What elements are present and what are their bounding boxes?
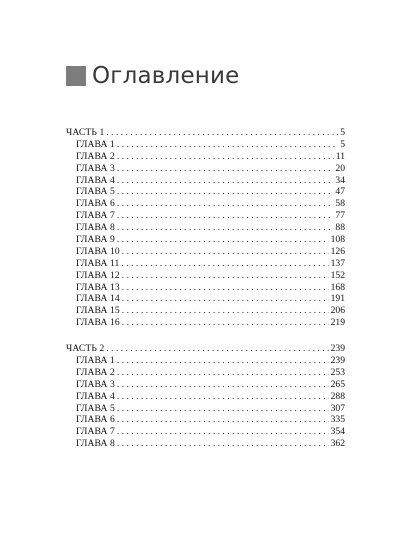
toc-entry-label: ГЛАВА 2 (76, 366, 115, 378)
toc-entry-label: ГЛАВА 15 (76, 305, 120, 317)
toc-entry-page-number: 191 (330, 293, 345, 305)
toc-entry-page-number: 168 (330, 281, 345, 293)
toc-dot-leader (117, 139, 338, 151)
toc-dot-leader (117, 198, 334, 210)
toc-dot-leader (122, 246, 329, 258)
toc-dot-leader (117, 163, 334, 175)
page-title: Оглавление (92, 63, 240, 89)
toc-dot-leader (117, 186, 334, 198)
toc-entry-page-number: 253 (330, 366, 345, 378)
toc-chapter-entry[interactable] (66, 355, 345, 367)
toc-chapter-entry[interactable] (66, 305, 345, 317)
toc-entry-label: ГЛАВА 5 (76, 402, 115, 414)
toc-entry-page-number: 265 (330, 378, 345, 390)
toc-dot-leader (117, 403, 329, 415)
toc-chapter-entry[interactable] (66, 151, 345, 163)
toc-entry-label: ГЛАВА 16 (76, 317, 120, 329)
toc-entry-page-number: 108 (330, 234, 345, 246)
toc-dot-leader (122, 317, 329, 329)
toc-entry-page-number: 20 (335, 162, 345, 174)
toc-entry-page-number: 58 (335, 198, 345, 210)
toc-entry-page-number: 34 (335, 174, 345, 186)
toc-chapter-entry[interactable] (66, 438, 345, 450)
toc-entry-page-number: 239 (330, 343, 345, 355)
toc-chapter-entry[interactable] (66, 367, 345, 379)
toc-dot-leader (117, 367, 329, 379)
toc-dot-leader (122, 305, 329, 317)
toc-chapter-entry[interactable] (66, 293, 345, 305)
toc-entry-label: ГЛАВА 6 (76, 414, 115, 426)
toc-dot-leader (117, 426, 329, 438)
table-of-contents (66, 127, 345, 464)
toc-chapter-entry[interactable] (66, 175, 345, 187)
toc-entry-label: ГЛАВА 6 (76, 198, 115, 210)
toc-dot-leader (117, 414, 329, 426)
toc-entry-page-number: 307 (330, 402, 345, 414)
toc-entry-label: ГЛАВА 5 (76, 186, 115, 198)
toc-entry-label: ГЛАВА 7 (76, 426, 115, 438)
toc-chapter-entry[interactable] (66, 222, 345, 234)
toc-entry-page-number: 288 (330, 390, 345, 402)
toc-entry-label: ГЛАВА 12 (76, 269, 120, 281)
toc-entry-page-number: 47 (335, 186, 345, 198)
toc-dot-leader (121, 258, 328, 270)
toc-entry-page-number: 152 (330, 269, 345, 281)
toc-chapter-entry[interactable] (66, 186, 345, 198)
toc-chapter-entry[interactable] (66, 391, 345, 403)
toc-part-section (66, 127, 345, 329)
toc-chapter-entry[interactable] (66, 379, 345, 391)
toc-entry-page-number: 219 (330, 317, 345, 329)
toc-dot-leader (117, 222, 334, 234)
toc-entry-label: ЧАСТЬ 2 (66, 343, 105, 355)
toc-entry-label: ГЛАВА 7 (76, 210, 115, 222)
toc-chapter-entry[interactable] (66, 317, 345, 329)
toc-entry-label: ГЛАВА 1 (76, 138, 115, 150)
toc-entry-label: ГЛАВА 9 (76, 234, 115, 246)
toc-entry-page-number: 5 (340, 127, 345, 138)
toc-part-entry[interactable] (66, 343, 345, 355)
toc-entry-page-number: 88 (335, 222, 345, 234)
toc-chapter-entry[interactable] (66, 210, 345, 222)
toc-part-section (66, 343, 345, 450)
toc-entry-label: ЧАСТЬ 1 (66, 127, 105, 138)
toc-dot-leader (117, 438, 329, 450)
toc-entry-page-number: 5 (340, 138, 345, 150)
toc-chapter-entry[interactable] (66, 403, 345, 415)
toc-entry-label: ГЛАВА 2 (76, 150, 115, 162)
toc-dot-leader (117, 379, 329, 391)
toc-entry-label: ГЛАВА 1 (76, 355, 115, 367)
toc-entry-page-number: 126 (330, 245, 345, 257)
toc-entry-label: ГЛАВА 10 (76, 245, 120, 257)
toc-dot-leader (122, 282, 329, 294)
toc-chapter-entry[interactable] (66, 426, 345, 438)
toc-dot-leader (106, 127, 338, 139)
toc-entry-page-number: 335 (330, 414, 345, 426)
toc-entry-label: ГЛАВА 8 (76, 438, 115, 450)
toc-entry-label: ГЛАВА 4 (76, 174, 115, 186)
toc-entry-page-number: 362 (330, 438, 345, 450)
toc-chapter-entry[interactable] (66, 414, 345, 426)
toc-entry-page-number: 137 (330, 257, 345, 269)
toc-dot-leader (117, 151, 334, 163)
toc-entry-label: ГЛАВА 8 (76, 222, 115, 234)
toc-chapter-entry[interactable] (66, 139, 345, 151)
toc-entry-page-number: 77 (335, 210, 345, 222)
toc-chapter-entry[interactable] (66, 198, 345, 210)
toc-dot-leader (106, 343, 328, 355)
toc-entry-label: ГЛАВА 13 (76, 281, 120, 293)
toc-entry-page-number: 11 (335, 150, 345, 162)
page-header (66, 62, 240, 90)
toc-entry-label: ГЛАВА 3 (76, 378, 115, 390)
toc-entry-label: ГЛАВА 3 (76, 162, 115, 174)
toc-part-entry[interactable] (66, 127, 345, 139)
toc-chapter-entry[interactable] (66, 270, 345, 282)
toc-dot-leader (117, 175, 334, 187)
toc-dot-leader (122, 270, 329, 282)
toc-dot-leader (117, 355, 329, 367)
toc-entry-label: ГЛАВА 11 (76, 257, 120, 269)
toc-entry-label: ГЛАВА 14 (76, 293, 120, 305)
toc-entry-page-number: 239 (330, 355, 345, 367)
toc-dot-leader (117, 210, 334, 222)
toc-chapter-entry[interactable] (66, 163, 345, 175)
toc-entry-label: ГЛАВА 4 (76, 390, 115, 402)
toc-dot-leader (117, 234, 329, 246)
toc-entry-page-number: 354 (330, 426, 345, 438)
toc-dot-leader (117, 391, 329, 403)
toc-dot-leader (122, 293, 329, 305)
toc-chapter-entry[interactable] (66, 282, 345, 294)
toc-chapter-entry[interactable] (66, 258, 345, 270)
toc-chapter-entry[interactable] (66, 234, 345, 246)
header-square-icon (66, 66, 86, 86)
toc-chapter-entry[interactable] (66, 246, 345, 258)
toc-entry-page-number: 206 (330, 305, 345, 317)
